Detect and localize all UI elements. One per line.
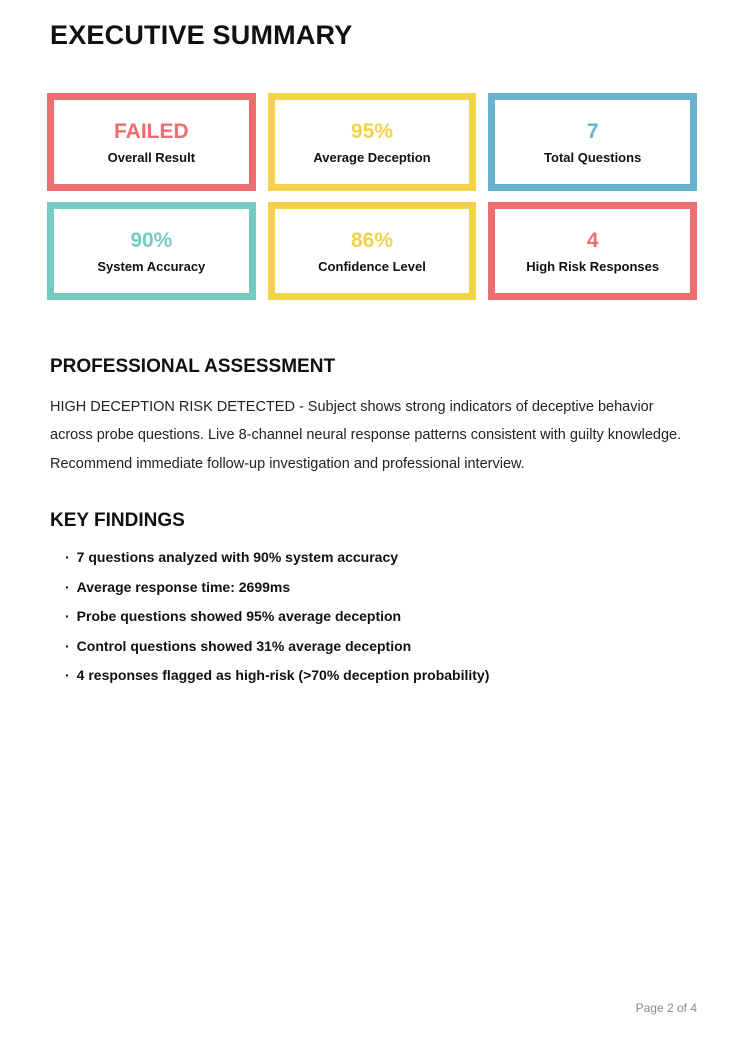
- list-item: [65, 550, 697, 564]
- key-findings-list: [65, 550, 697, 682]
- stat-card: [268, 202, 477, 300]
- stat-card-label: Average Deception: [313, 149, 431, 165]
- list-item: [65, 668, 697, 682]
- professional-assessment-body: HIGH DECEPTION RISK DETECTED - Subject shows strong indicators of deceptive behavior across probe questions. Live 8-channel neural response patterns consistent with guilty knowledge. Recommend immediate follow-up investigation and professional interview.: [50, 399, 682, 472]
- finding-text: 4 responses flagged as high-risk (>70% deception probability): [76, 667, 490, 684]
- page-title: EXECUTIVE SUMMARY: [50, 20, 353, 50]
- stat-card: [47, 93, 256, 191]
- list-item: [65, 580, 697, 594]
- stat-card: [488, 93, 697, 191]
- finding-text: Control questions showed 31% average deception: [76, 637, 412, 654]
- bullet-icon: ·: [65, 667, 70, 684]
- stat-card: [268, 93, 477, 191]
- bullet-icon: ·: [65, 578, 70, 595]
- stat-card-value: 7: [586, 119, 599, 143]
- bullet-icon: ·: [65, 637, 70, 654]
- finding-text: 7 questions analyzed with 90% system accuracy: [76, 549, 399, 566]
- page-number: Page 2 of 4: [635, 1001, 697, 1015]
- stat-card-label: High Risk Responses: [526, 258, 660, 274]
- list-item: [65, 609, 697, 623]
- stat-card-label: System Accuracy: [97, 258, 206, 274]
- bullet-icon: ·: [65, 608, 70, 625]
- list-item: [65, 639, 697, 653]
- stat-card-value: 90%: [130, 228, 173, 252]
- stat-card-value: 4: [586, 228, 599, 252]
- stat-cards-grid: [47, 93, 697, 300]
- stat-card-label: Total Questions: [544, 149, 642, 165]
- stat-card-value: 95%: [350, 119, 393, 143]
- finding-text: Average response time: 2699ms: [76, 578, 291, 595]
- stat-card-label: Overall Result: [107, 149, 196, 165]
- finding-text: Probe questions showed 95% average deception: [76, 608, 402, 625]
- stat-card: [488, 202, 697, 300]
- stat-card-value: 86%: [350, 228, 393, 252]
- stat-card-value: FAILED: [113, 119, 189, 143]
- stat-card-label: Confidence Level: [318, 258, 426, 274]
- stat-card: [47, 202, 256, 300]
- professional-assessment-heading: PROFESSIONAL ASSESSMENT: [50, 356, 336, 377]
- key-findings-heading: KEY FINDINGS: [50, 510, 185, 532]
- bullet-icon: ·: [65, 549, 70, 566]
